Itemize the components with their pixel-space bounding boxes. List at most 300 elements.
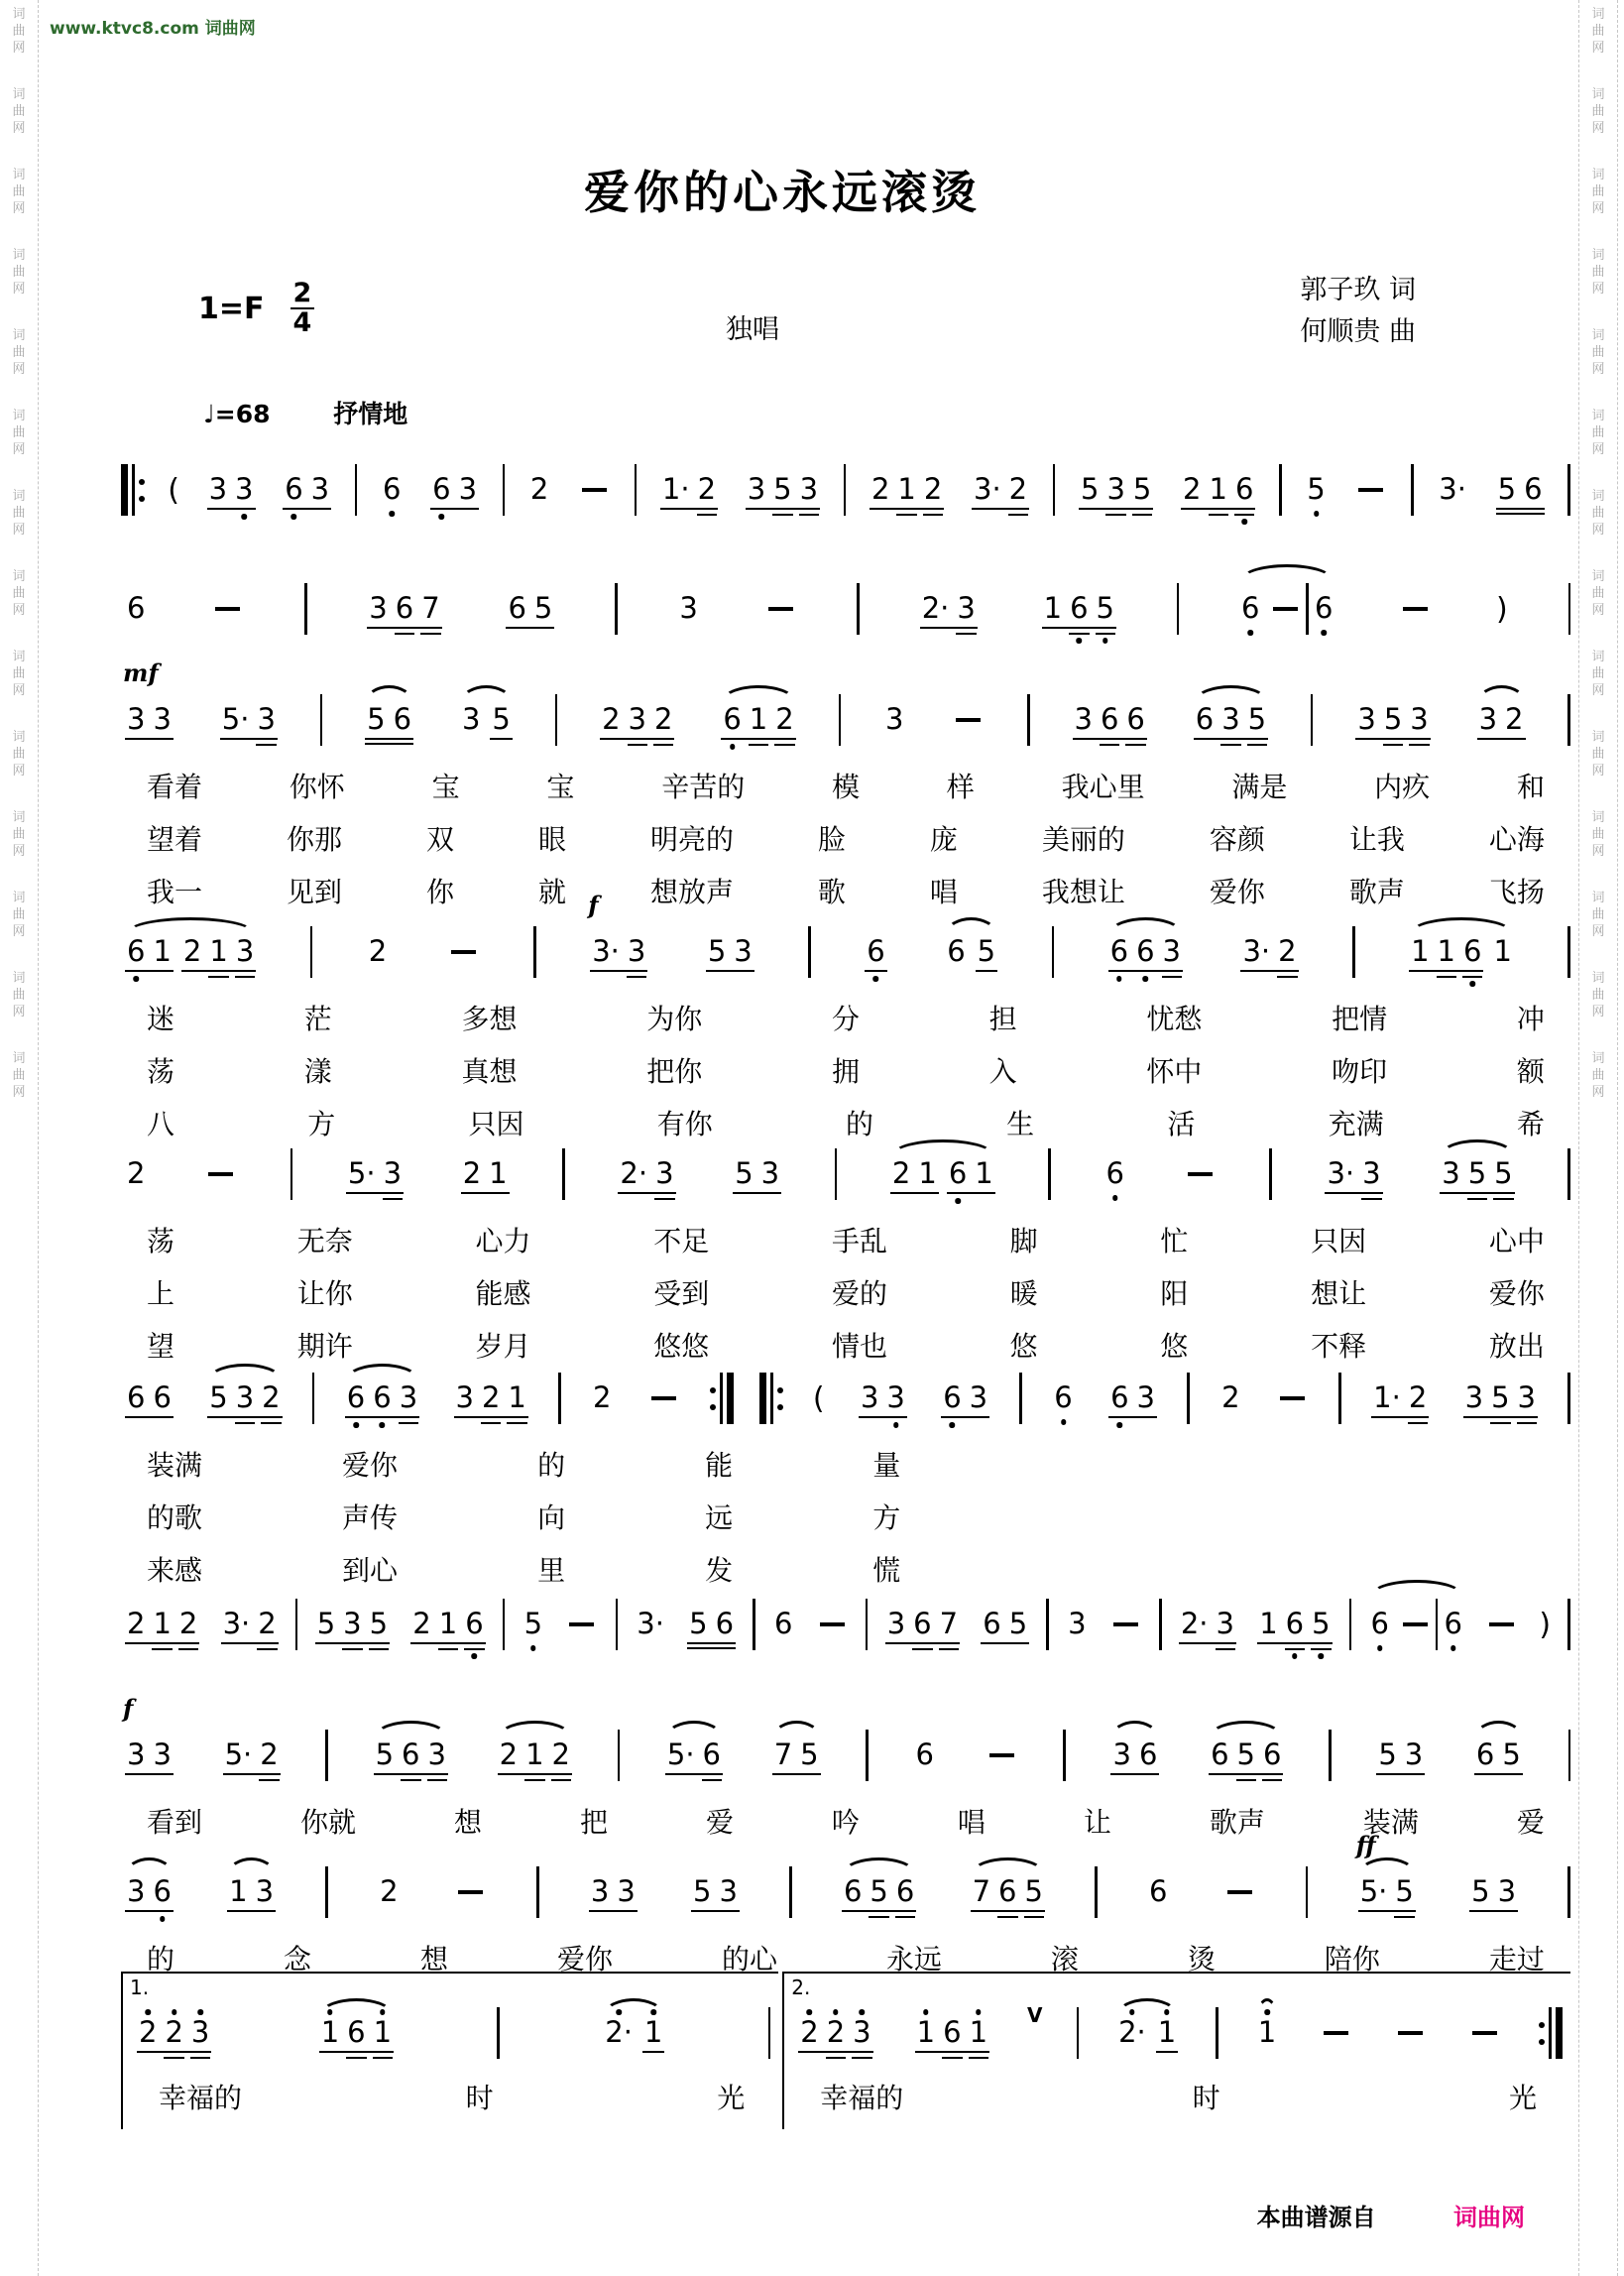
note-group [631, 1609, 670, 1640]
note: 1 [1434, 936, 1459, 968]
lyric-syllable: 冲 [1516, 1003, 1545, 1035]
barline [320, 694, 323, 746]
note: 6 [1211, 1737, 1229, 1772]
note-group [1405, 936, 1487, 968]
volta-ending [121, 1972, 778, 2129]
lyric-syllable: 把你 [646, 1055, 703, 1088]
note: 5 [1308, 1609, 1334, 1640]
note: 6 [983, 1607, 1001, 1641]
lyric-syllable: 只因 [468, 1108, 524, 1140]
note: 2 [650, 704, 676, 736]
lyric-syllable: 歌 [817, 876, 846, 908]
lyric-syllable: 光 [1508, 2082, 1537, 2114]
note-group [661, 1739, 727, 1771]
slur-arc [972, 1857, 1044, 1873]
lyric-syllable: 飞扬 [1488, 876, 1545, 908]
volta-row [121, 1972, 1570, 2129]
lyric-syllable: 烫 [1187, 1943, 1216, 1976]
note-group [361, 704, 417, 736]
watermark-text: 词 曲 网 [12, 168, 26, 216]
lyric-syllable: 想 [419, 1943, 448, 1976]
lyric-syllable: 看到 [147, 1806, 203, 1839]
lyric-syllable: 的 [537, 1449, 566, 1482]
lyrics-block [121, 1444, 1570, 1589]
octave-dot-high [923, 2009, 929, 2015]
note-group [967, 1876, 1049, 1908]
note: 3 [860, 1380, 879, 1415]
repeat-start-barline [759, 1373, 783, 1424]
note: 3· [637, 1607, 664, 1641]
note-group [1535, 1609, 1555, 1641]
note-group [1075, 474, 1157, 506]
barline [558, 1373, 561, 1424]
note-group [1473, 704, 1530, 736]
note: 1 [1154, 2017, 1180, 2049]
note: 5 [1008, 1607, 1028, 1641]
lyric-syllable: 悠 [1009, 1330, 1038, 1363]
note: 3 [590, 1874, 610, 1909]
note-group [972, 936, 1001, 968]
note: 3· [1327, 1156, 1355, 1191]
barline [844, 464, 847, 516]
lyrics-row [121, 998, 1570, 1037]
note: 3· [974, 472, 1001, 507]
note: 5 [1471, 1874, 1490, 1909]
barline [839, 694, 842, 746]
note: 5 [866, 1876, 891, 1908]
note: 3 [232, 936, 258, 968]
lyric-syllable: 模 [831, 771, 860, 803]
octave-dot-low [1469, 981, 1475, 987]
octave-dot-low [1116, 976, 1122, 982]
tied-note-group [1405, 936, 1518, 968]
note-group [1365, 1609, 1395, 1640]
dash-note [1472, 2031, 1497, 2035]
lyric-syllable: 想放声 [649, 876, 734, 908]
barline [1567, 1373, 1570, 1424]
note-group [1205, 1739, 1287, 1771]
watermark-text: 词 曲 网 [1591, 569, 1605, 618]
lyric-syllable: 拥 [831, 1055, 860, 1088]
note: 5 [1487, 1382, 1513, 1414]
octave-dot-high [833, 2009, 839, 2015]
dash-note [956, 718, 981, 722]
notation-line [794, 2003, 1563, 2063]
expression-marking: 抒情地 [333, 400, 408, 428]
lyric-syllable: 放出 [1488, 1330, 1545, 1363]
watermark-text: 词 曲 网 [1591, 650, 1605, 698]
lyric-syllable: 走过 [1488, 1943, 1545, 1976]
lyric-syllable: 慌 [872, 1554, 901, 1587]
note: 1 [640, 2017, 666, 2049]
slur-arc [499, 1721, 571, 1737]
slur-arc [1195, 685, 1267, 701]
octave-dot-high [616, 2009, 622, 2015]
octave-dot-high [1164, 2009, 1170, 2015]
lyric-syllable: 的 [845, 1108, 873, 1140]
note-group [1321, 1158, 1386, 1190]
slur-arc [1210, 1721, 1282, 1737]
note-group [1104, 936, 1187, 968]
barline [312, 1373, 315, 1424]
lyric-syllable: 爱 [705, 1806, 734, 1839]
note: 3 [127, 702, 146, 737]
barline [1063, 1730, 1066, 1781]
barline [1567, 464, 1570, 516]
note: ( [168, 472, 179, 508]
barline [1567, 1599, 1570, 1650]
note-group [315, 2017, 398, 2049]
note: 2· [921, 591, 950, 626]
lyric-syllable: 永远 [885, 1943, 942, 1976]
note-group [1104, 1382, 1161, 1414]
note: 6 [843, 1874, 863, 1909]
note-group [121, 1609, 203, 1640]
volta-ending [782, 1972, 1570, 2129]
note-group [855, 1382, 911, 1414]
lyrics-row [121, 1497, 926, 1536]
barline [1159, 1599, 1162, 1650]
note-group [861, 936, 890, 968]
note: 2 [920, 474, 946, 506]
note: 6 [508, 591, 526, 626]
note: 2 [796, 2017, 822, 2049]
note: 5 [707, 934, 727, 969]
tie-arc [1240, 564, 1334, 580]
barline [1311, 694, 1314, 746]
note: 3 [396, 1382, 421, 1414]
lyric-syllable: 庞 [929, 823, 958, 856]
dynamic-marking: ff [1355, 1831, 1376, 1860]
lyric-syllable: 不释 [1311, 1330, 1367, 1363]
dash-note [215, 607, 240, 611]
note: 6 [1066, 593, 1092, 625]
note: 2 [1505, 702, 1524, 737]
note-group [1252, 2017, 1282, 2049]
lyric-syllable: 滚 [1050, 1943, 1079, 1976]
note: 5 [1391, 1876, 1417, 1908]
note: 5 [800, 1737, 819, 1772]
lyric-syllable: 你 [425, 876, 454, 908]
note: 3 [1218, 704, 1243, 736]
note: 3 [849, 2017, 874, 2049]
barline [1187, 1373, 1190, 1424]
repeat-end-barline [1539, 2007, 1563, 2059]
note: 1 [918, 1156, 937, 1191]
repeat-dots [139, 479, 145, 502]
note: 3 [886, 1607, 906, 1641]
site-watermark: www.ktvc8.com 词曲网 [50, 19, 256, 39]
note: 6 [393, 702, 412, 737]
slur-arc [843, 1857, 915, 1873]
note: 1 [435, 1609, 461, 1640]
barline [1046, 1599, 1049, 1650]
note-group [1177, 474, 1259, 506]
note: 3 [255, 1874, 275, 1909]
note: 5 [1380, 704, 1406, 736]
note: 6 [915, 1737, 934, 1772]
note: 2 [254, 1609, 280, 1640]
notation-line [121, 458, 1570, 522]
note-group [1351, 704, 1434, 736]
lyric-syllable: 到心 [342, 1554, 399, 1587]
tied-note-group [456, 704, 517, 736]
lyric-syllable: 方 [872, 1501, 901, 1534]
lyric-syllable: 时 [1192, 2082, 1220, 2114]
note: 3 [679, 591, 698, 626]
note: 3 [1358, 1158, 1384, 1190]
note: 5 [1081, 472, 1100, 507]
breath-mark: V [1027, 2003, 1043, 2027]
note: 5 [375, 1737, 395, 1772]
note-group [742, 474, 824, 506]
barline [562, 1148, 565, 1200]
barline [295, 1599, 298, 1650]
note: 6 [343, 1382, 369, 1414]
note: 5 [1378, 1737, 1397, 1772]
attribution [1257, 2198, 1525, 2232]
note-group [177, 936, 260, 968]
octave-dot-low [1241, 519, 1247, 525]
note-group [519, 1609, 548, 1640]
note-group [1470, 1739, 1527, 1771]
barline [1306, 1866, 1309, 1918]
dynamic-marking: f [123, 1694, 134, 1724]
note: 2· [620, 1156, 648, 1191]
watermark-text: 词 曲 网 [12, 810, 26, 859]
note: 2 [548, 1739, 574, 1771]
thick-bar [727, 1373, 734, 1424]
barline [1568, 1730, 1571, 1781]
dash-note [1324, 2031, 1348, 2035]
dash-note [208, 1172, 233, 1176]
note: 3 [232, 1382, 258, 1414]
note: 3 [796, 474, 822, 506]
note: 1 [229, 1874, 248, 1909]
notation-line [121, 1831, 1570, 1924]
note: 2 [823, 2017, 849, 2049]
slur-arc [773, 1721, 820, 1737]
lyric-syllable: 把情 [1332, 1003, 1388, 1035]
dash-note [768, 607, 793, 611]
tie-arc [946, 917, 996, 933]
barline [290, 1148, 293, 1200]
watermark-text: 词 曲 网 [1591, 891, 1605, 939]
note: 1· [661, 472, 690, 507]
octave-dot-low [1321, 630, 1327, 636]
lyric-syllable: 能感 [475, 1277, 531, 1310]
dynamic-marking: mf [123, 659, 159, 688]
note: 5 [689, 1607, 708, 1641]
octave-dot-low [1377, 1645, 1383, 1651]
tie-arc [1410, 917, 1513, 933]
note: 1 [489, 1156, 508, 1191]
note: 2 [602, 702, 621, 737]
lyric-syllable: 量 [872, 1449, 901, 1482]
lyrics-row [121, 1444, 926, 1484]
note: 6 [392, 593, 417, 625]
octave-dot-low [1061, 1419, 1067, 1425]
lyric-syllable: 心中 [1488, 1225, 1545, 1258]
note: 2 [1405, 1382, 1431, 1414]
note: 2 [182, 934, 202, 969]
watermark-text: 词 曲 网 [1591, 730, 1605, 779]
lyric-syllable: 时 [465, 2082, 494, 2114]
note: 3 [1404, 1737, 1424, 1772]
note: 3 [1514, 1382, 1540, 1414]
note-group [203, 474, 260, 506]
barline [1338, 1373, 1341, 1424]
note: 1 [1259, 1607, 1278, 1641]
lyrics-row [121, 1272, 1570, 1312]
lyric-syllable: 爱你 [556, 1943, 613, 1976]
dash-note [989, 1753, 1014, 1757]
slur-arc [1478, 685, 1525, 701]
barline [616, 1599, 619, 1650]
note: 5 [1233, 1739, 1259, 1771]
dash-note [451, 950, 476, 954]
notation-line [121, 1142, 1570, 1206]
barline [536, 1866, 539, 1918]
lyric-syllable: 爱你 [342, 1449, 399, 1482]
note: 3 [969, 1380, 988, 1415]
note: 5 [1093, 593, 1118, 625]
tie-arc [891, 1139, 994, 1155]
note: 1 [504, 1382, 529, 1414]
note: 5· [224, 1737, 253, 1772]
slur-arc [208, 1364, 281, 1379]
barline [857, 583, 860, 635]
note: 1 [975, 1156, 993, 1191]
note-group [502, 593, 558, 625]
dash-note [1188, 1172, 1213, 1176]
note-group [768, 1609, 798, 1640]
slur-arc [722, 685, 794, 701]
note-group [916, 593, 982, 625]
note-group [968, 474, 1033, 506]
note-group [121, 1158, 151, 1190]
lyric-syllable: 爱的 [831, 1277, 887, 1310]
lyric-syllable: 阳 [1160, 1277, 1189, 1310]
lyrics-row [121, 1220, 1570, 1259]
lyric-syllable: 吻印 [1332, 1055, 1388, 1088]
note: 3 [153, 1737, 172, 1772]
note: 3· [1439, 472, 1466, 507]
octave-dot-high [860, 2009, 866, 2015]
lyric-syllable: 手乱 [831, 1225, 887, 1258]
barline [325, 1866, 328, 1918]
dash-note [458, 1890, 483, 1894]
note: 6 [1138, 1737, 1158, 1772]
lyrics-row [794, 2077, 1563, 2116]
dash-note [1358, 488, 1383, 492]
lyric-syllable: 充满 [1328, 1108, 1384, 1140]
repeat-dot [139, 496, 145, 502]
note: 5 [693, 1874, 712, 1909]
octave-dot-high [145, 2009, 151, 2015]
note: 6 [945, 1158, 971, 1190]
note: 6 [939, 2017, 965, 2049]
note: 6 [947, 934, 966, 969]
tempo-marking: ♩=68 [203, 400, 271, 428]
repeat-dot [710, 1387, 716, 1393]
watermark-text: 词 曲 网 [12, 87, 26, 136]
lyric-syllable: 眼 [537, 823, 566, 856]
barline [1567, 1148, 1570, 1200]
lyric-syllable: 我想让 [1041, 876, 1125, 908]
octave-dot-low [1319, 1653, 1325, 1659]
note-group [457, 1158, 514, 1190]
octave-dot-low [1292, 1653, 1298, 1659]
note-group [1459, 1382, 1542, 1414]
lyric-syllable: 期许 [296, 1330, 353, 1363]
lyric-syllable: 陪你 [1324, 1943, 1380, 1976]
barline [304, 583, 307, 635]
octave-dot-low [1112, 1195, 1118, 1201]
note: 2 [256, 1739, 282, 1771]
note-group [638, 2017, 668, 2049]
lyrics-block [133, 2077, 770, 2116]
note: 3 [208, 472, 228, 507]
note: 3 [424, 1739, 450, 1771]
note: 6 [939, 1382, 965, 1414]
lyric-syllable: 的心 [721, 1943, 777, 1976]
barline [1052, 926, 1055, 978]
note: 3 [127, 1874, 146, 1909]
note: 3· [592, 934, 620, 969]
note: 1 [746, 704, 771, 736]
note: 6 [1459, 936, 1485, 968]
note-group [374, 1876, 404, 1908]
repeat-dots [710, 1387, 716, 1410]
watermark-text: 词 曲 网 [1591, 1051, 1605, 1100]
note: 3 [1406, 704, 1432, 736]
note: 3 [458, 472, 478, 507]
note: 6 [461, 1609, 487, 1640]
note: 7 [936, 1609, 962, 1640]
note-group [673, 593, 703, 625]
barline [1048, 1148, 1051, 1200]
note-group [683, 1609, 740, 1640]
note: 2 [175, 1609, 201, 1640]
lyric-syllable: 幸福的 [159, 2082, 243, 2114]
note: 2 [127, 1607, 146, 1641]
note-group [494, 1739, 576, 1771]
note-group [1309, 593, 1338, 625]
note: 3 [617, 1874, 636, 1909]
octave-dot-low [389, 511, 395, 517]
lyric-syllable: 望着 [147, 823, 203, 856]
lyric-syllable: 歌声 [1348, 876, 1405, 908]
note: 2 [891, 1156, 911, 1191]
tied-note-group [1365, 1599, 1468, 1650]
note-group [121, 1694, 177, 1772]
note: 3 [153, 702, 172, 737]
lyric-syllable: 双 [425, 823, 454, 856]
watermark-text: 词 曲 网 [12, 569, 26, 618]
note: 6 [1122, 704, 1148, 736]
note: 2 [258, 1382, 284, 1414]
note-group [1190, 704, 1272, 736]
lyric-syllable: 宝 [431, 771, 460, 803]
barline [1269, 1148, 1272, 1200]
octave-dot-high [1264, 2009, 1270, 2015]
lyric-syllable: 让你 [296, 1277, 353, 1310]
slur-arc [366, 685, 412, 701]
note-group [1354, 1831, 1420, 1909]
note-group [585, 1876, 641, 1908]
lyric-syllable: 幸福的 [820, 2082, 904, 2114]
